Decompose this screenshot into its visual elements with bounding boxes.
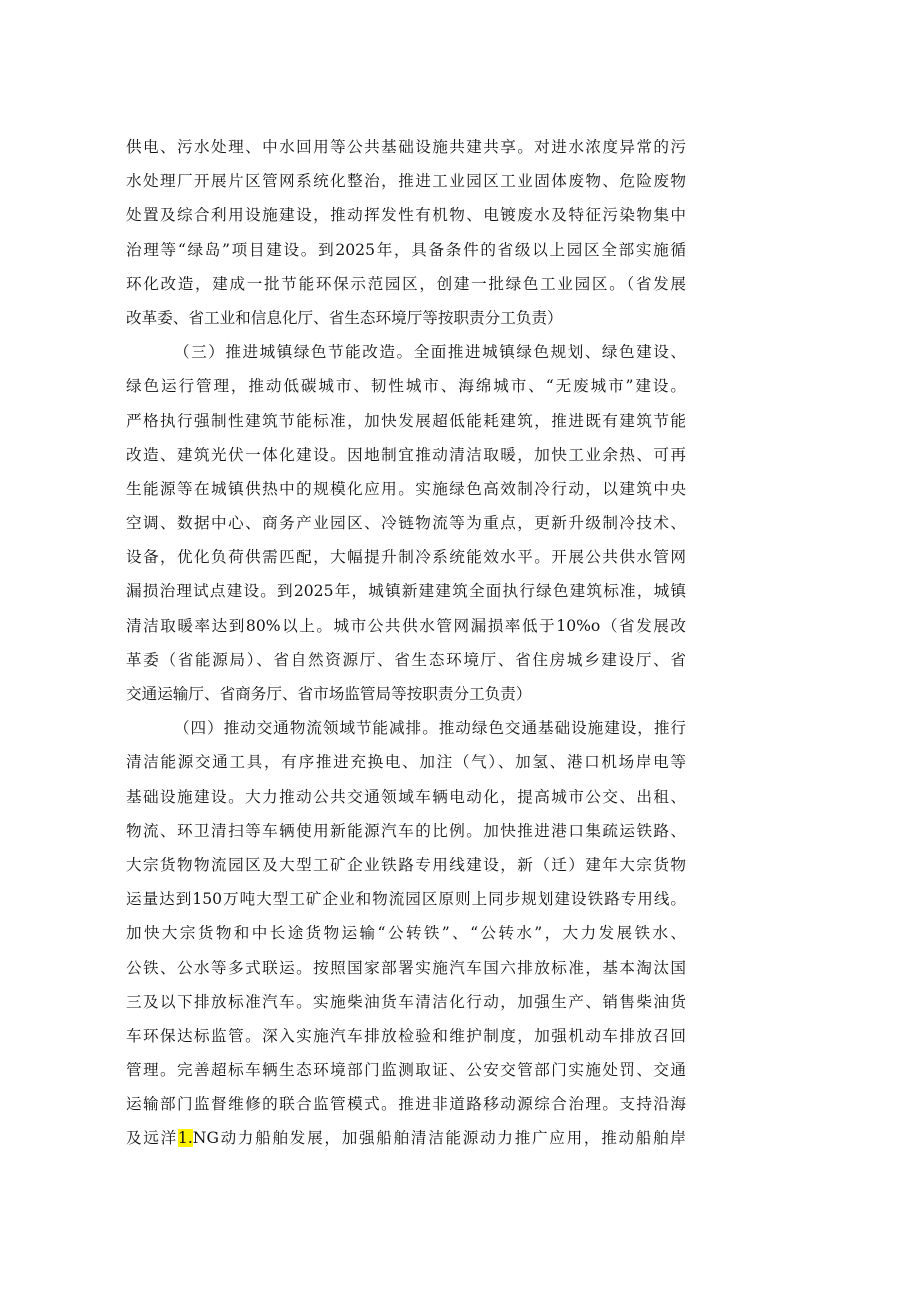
text-line: 绿色运行管理，推动低碳城市、韧性城市、海绵城市、“无废城市”建设。: [126, 377, 686, 396]
text-line-with-highlight: [126, 1121, 686, 1155]
paragraph-transport-logistics: [126, 711, 686, 1155]
text-line: 三及以下排放标准汽车。实施柴油货车清洁化行动，加强生产、销售柴油货: [126, 992, 686, 1011]
text-line: 环化改造，建成一批节能环保示范园区，创建一批绿色工业园区。（省发展: [126, 274, 686, 293]
text-line: 漏损治理试点建设。到2025年，城镇新建建筑全面执行绿色建筑标准，城镇: [126, 582, 686, 601]
text-line: 公铁、公水等多式联运。按照国家部署实施汽车国六排放标准，基本淘汰国: [126, 958, 686, 977]
text-line: 加快大宗货物和中长途货物运输“公转铁”、“公转水”，大力发展铁水、: [126, 924, 686, 943]
text-line: 革委（省能源局）、省自然资源厅、省生态环境厅、省住房城乡建设厅、省: [126, 650, 686, 669]
text-line: 改造、建筑光伏一体化建设。因地制宜推动清洁取暖，加快工业余热、可再: [126, 445, 686, 464]
text-line: 基础设施建设。大力推动公共交通领域车辆电动化，提高城市公交、出租、: [126, 787, 686, 806]
section-heading-line: （四）推动交通物流领域节能减排。推动绿色交通基础设施建设，推行: [174, 719, 686, 738]
document-body: [126, 130, 686, 1156]
text-line: 生能源等在城镇供热中的规模化应用。实施绿色高效制冷行动，以建筑中央: [126, 479, 686, 498]
text-line: 处置及综合利用设施建设，推动挥发性有机物、电镀废水及特征污染物集中: [126, 206, 686, 225]
text-line: 设备，优化负荷供需匹配，大幅提升制冷系统能效水平。开展公共供水管网: [126, 548, 686, 567]
text-line: 大宗货物物流园区及大型工矿企业铁路专用线建设，新（迁）建年大宗货物: [126, 855, 686, 874]
text-line: 清洁能源交通工具，有序推进充换电、加注（气）、加氢、港口机场岸电等: [126, 753, 686, 772]
text-line: 严格执行强制性建筑节能标准，加快发展超低能耗建筑，推进既有建筑节能: [126, 411, 686, 430]
text-line: 清洁取暖率达到80%以上。城市公共供水管网漏损率低于10%o（省发展改: [126, 616, 686, 635]
paragraph-urban-green-retrofit: [126, 335, 686, 711]
section-heading-line: （三）推进城镇绿色节能改造。全面推进城镇绿色规划、绿色建设、: [174, 343, 686, 362]
text-line: 交通运输厅、省商务厅、省市场监管局等按职责分工负责）: [126, 685, 532, 703]
text-line: 治理等“绿岛”项目建设。到2025年，具备条件的省级以上园区全部实施循: [126, 240, 686, 259]
text-segment: 及远洋: [126, 1129, 178, 1148]
text-line: 供电、污水处理、中水回用等公共基础设施共建共享。对进水浓度异常的污: [126, 138, 686, 156]
text-line: 运量达到150万吨大型工矿企业和物流园区原则上同步规划建设铁路专用线。: [126, 890, 686, 909]
text-line: 管理。完善超标车辆生态环境部门监测取证、公安交管部门实施处罚、交通: [126, 1061, 686, 1080]
paragraph-park-infrastructure: [126, 130, 686, 335]
text-line: 运输部门监督维修的联合监管模式。推进非道路移动源综合治理。支持沿海: [126, 1095, 686, 1114]
text-segment: NG动力船舶发展，加强船舶清洁能源动力推广应用，推动船舶岸: [192, 1129, 686, 1148]
text-line: 改革委、省工业和信息化厅、省生态环境厅等按职责分工负责）: [126, 308, 563, 327]
text-line: 物流、环卫清扫等车辆使用新能源汽车的比例。加快推进港口集疏运铁路、: [126, 821, 686, 840]
text-line: 空调、数据中心、商务产业园区、冷链物流等为重点，更新升级制冷技术、: [126, 514, 686, 533]
text-line: 水处理厂开展片区管网系统化整治，推进工业园区工业固体废物、危险废物: [126, 172, 686, 191]
highlighted-text: 1.: [177, 1129, 193, 1148]
text-line: 车环保达标监管。深入实施汽车排放检验和维护制度，加强机动车排放召回: [126, 1026, 686, 1045]
